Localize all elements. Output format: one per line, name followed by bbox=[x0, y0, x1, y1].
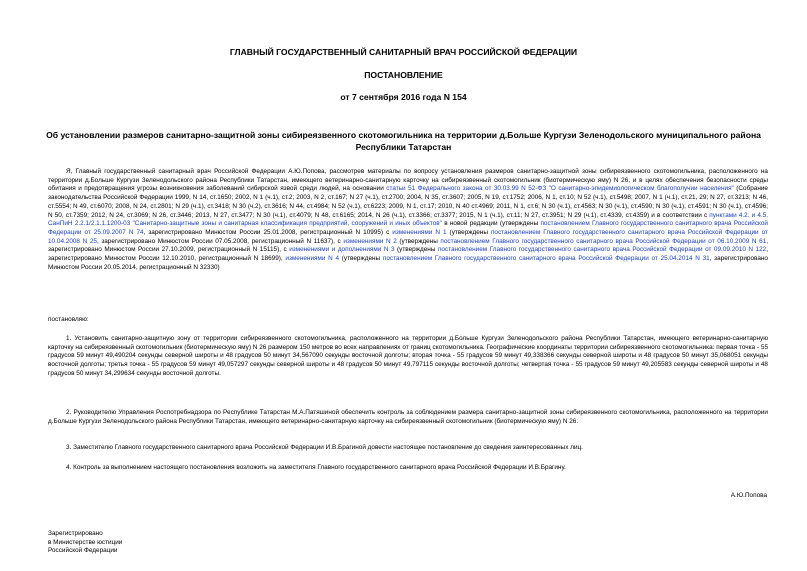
resolution-link[interactable]: постановлением Главного государственного санитарного врача Российской Федерации от 10.04.2008 N 25 bbox=[48, 228, 768, 245]
document-date-number: от 7 сентября 2016 года N 154 bbox=[340, 92, 467, 102]
clause-1: 1. Установить санитарно-защитную зону от территории сибиреязвенного скотомогильника, расположенного на территории д.Больше Кургузи Зеленодольского района Республики Татарстан, имеющего ветеринарно-санитарную карточку на сибиреязвенный скотомогильник (биотермическую яму) N 26 размером 150 метров во всех направлениях от границ скотомогильника. Географические координаты территории сибиреязвенного скотомогильника: первая точка - 55 градусов 59 минут 49,490204 секунды северной широты и 48 градусов 50 минут 34,567090 секунды восточной долготы; вторая точка - 55 градусов 59 минут 49,338366 секунды северной широты и 48 градусов 50 минут 35,068051 секунды восточной долготы; третья точка - 55 градусов 59 минут 49,057297 секунды северной широты и 48 градусов 50 минут 49,797115 секунды восточной долготы; четвертая точка - 55 градусов 59 минут 49,205583 секунды северной широты и 48 градусов 50 минут 34,299634 секунды восточной долготы. bbox=[48, 335, 768, 377]
law-link[interactable]: статьи 51 Федерального закона от 30.03.99 N 52-ФЗ "О санитарно-эпидемиологическом благополучии населения" bbox=[386, 185, 734, 193]
resolution-link[interactable]: постановлением Главного государственного санитарного врача Российской Федерации от 09.09.2010 N 122 bbox=[437, 246, 767, 254]
preamble-text: (утверждены bbox=[394, 246, 438, 254]
preamble-text: (Собрание законодательства Российской Федерации 1999, N 14, ст.1650; 2002, N 1 (ч.1), ст.2; 2003, N 2, ст.167; N 27 (ч.1), ст.2700; 2004, N 35, ст.3607; 2005, N 19, ст.1752; 2006, N 1, ст.10; N 52 (ч.1), ст.5498; 2007, N 1 (ч.1), ст.21, 29; N 27, ст.3213; N 46, ст.5554; N 49, ст.6070; 2008, N 24, ст.2801; N 29 (ч.1), ст.3418; N 30 (ч.2), ст.3616; N 44, ст.4984; N 52 (ч.1), ст.6223; 2009, N 1, ст.17; 2010, N 40 ст.4969; 2011, N 1, ст.6; N 30 (ч.1), ст.4563; N 30 (ч.1), ст.4590; N 30 (ч.1), ст.4591; N 30 (ч.1), ст.4596; N 50, ст.7359; 2012, N 24, ст.3069; N 26, ст.3446; 2013, N 27, ст.3477; N 30 (ч.1), ст.4079; N 48, ст.6165; 2014, N 26 (ч.1), ст.3366; ст.3377; 2015, N 1 (ч.1), ст.11; N 27, ст.3951; N 29 (ч.1), ст.4339, ст.4359) и в соответствии с bbox=[48, 185, 768, 219]
document-title: Об установлении размеров санитарно-защитной зоны сибиреязвенного скотомогильника на территории д.Больше Кургузи Зеленодольского муниципального района Республики Татарстан bbox=[46, 130, 761, 152]
resolution-link[interactable]: постановлением Главного государственного санитарного врача Российской Федерации от 06.10.2009 N 61 bbox=[440, 237, 767, 245]
preamble-text: Я, Главный государственный санитарный врач Российской Федерации А.Ю.Попова, рассмотрев материалы по вопросу установления размеров санитарно-защитной зоны сибиреязвенного скотомогильника, расположенного на территории д.Больше Кургузи Зеленодольского района Республики Татарстан, имеющего ветеринарно-санитарную карточку на сибиреязвенный скотомогильник (биотермическую яму) N 26, и в целях обеспечения безопасности среды обитания и предотвращения угрозы возникновения заболеваний сибирской язвой среди людей, на основании bbox=[48, 168, 768, 193]
preamble-text: в новой редакции (утверждены bbox=[441, 220, 541, 228]
preamble-text: , зарегистрировано Минюстом России 25.01.2008, регистрационный N 10995) с bbox=[143, 228, 393, 236]
registration-line: в Министерстве юстиции bbox=[48, 538, 123, 546]
amendment-link[interactable]: изменениями и дополнениями N 3 bbox=[289, 246, 395, 254]
preamble-paragraph bbox=[48, 168, 768, 272]
preamble-text: (утверждены bbox=[396, 237, 441, 245]
amendment-link[interactable]: изменениями N 1 bbox=[392, 228, 447, 236]
registration-line: Зарегистрировано bbox=[48, 530, 103, 537]
preamble-text: (утверждены bbox=[339, 255, 383, 263]
resolve-word: постановляю: bbox=[48, 316, 89, 323]
sanpin-link[interactable]: пунктами 4.2. и 4.5. СанПиН 2.2.1/2.1.1.1200-03 "Санитарно-защитные зоны и санитарная классификация предприятий, сооружений и иных объектов" bbox=[48, 211, 769, 228]
preamble-text: , зарегистрировано Минюстом России 12.10.2010, регистрационный N 18699), bbox=[48, 246, 768, 263]
clause-3: 3. Заместителю Главного государственного санитарного врача Российской Федерации И.В.Брагиной довести настоящее постановление до сведения заинтересованных лиц. bbox=[66, 444, 583, 451]
preamble-text: , зарегистрировано Минюстом России 20.05.2014, регистрационный N 32330) bbox=[48, 255, 768, 271]
registration-line: Российской Федерации bbox=[48, 547, 118, 555]
amendment-link[interactable]: изменениями N 4 bbox=[285, 255, 340, 263]
preamble-text: , зарегистрировано Минюстом России 07.05.2008, регистрационный N 11637), с bbox=[96, 237, 344, 245]
clause-2: 2. Руководителю Управления Роспотребнадзора по Республике Татарстан М.А.Патяшиной обеспечить контроль за соблюдением размера санитарно-защитной зоны сибиреязвенного скотомогильника, расположенного на территории д.Больше Кургузи Зеленодольского района Республики Татарстан, имеющего ветеринарно-санитарную карточку на сибиреязвенный скотомогильник (биотермическую яму) N 26. bbox=[48, 409, 768, 425]
document-type: ПОСТАНОВЛЕНИЕ bbox=[364, 70, 443, 80]
registration-note bbox=[48, 530, 122, 556]
resolution-link[interactable]: постановлением Главного государственного санитарного врача Российской Федерации от 25.04.2014 N 31 bbox=[382, 255, 710, 263]
amendment-link[interactable]: изменениями N 2 bbox=[343, 237, 397, 245]
clause-4: 4. Контроль за выполнением настоящего постановления возложить на заместителя Главного государственного санитарного врача Российской Федерации И.В.Брагину. bbox=[66, 464, 566, 471]
resolution-link[interactable]: постановлением Главного государственного санитарного врача Российской Федерации от 25.09.2007 N 74 bbox=[48, 220, 769, 236]
signature: А.Ю.Попова bbox=[730, 492, 767, 499]
preamble-text: (утверждены bbox=[446, 228, 491, 236]
issuing-authority: ГЛАВНЫЙ ГОСУДАРСТВЕННЫЙ САНИТАРНЫЙ ВРАЧ РОССИЙСКОЙ ФЕДЕРАЦИИ bbox=[229, 47, 578, 57]
preamble-text: , зарегистрировано Минюстом России 27.10.2009, регистрационный N 15115), с bbox=[48, 237, 768, 254]
